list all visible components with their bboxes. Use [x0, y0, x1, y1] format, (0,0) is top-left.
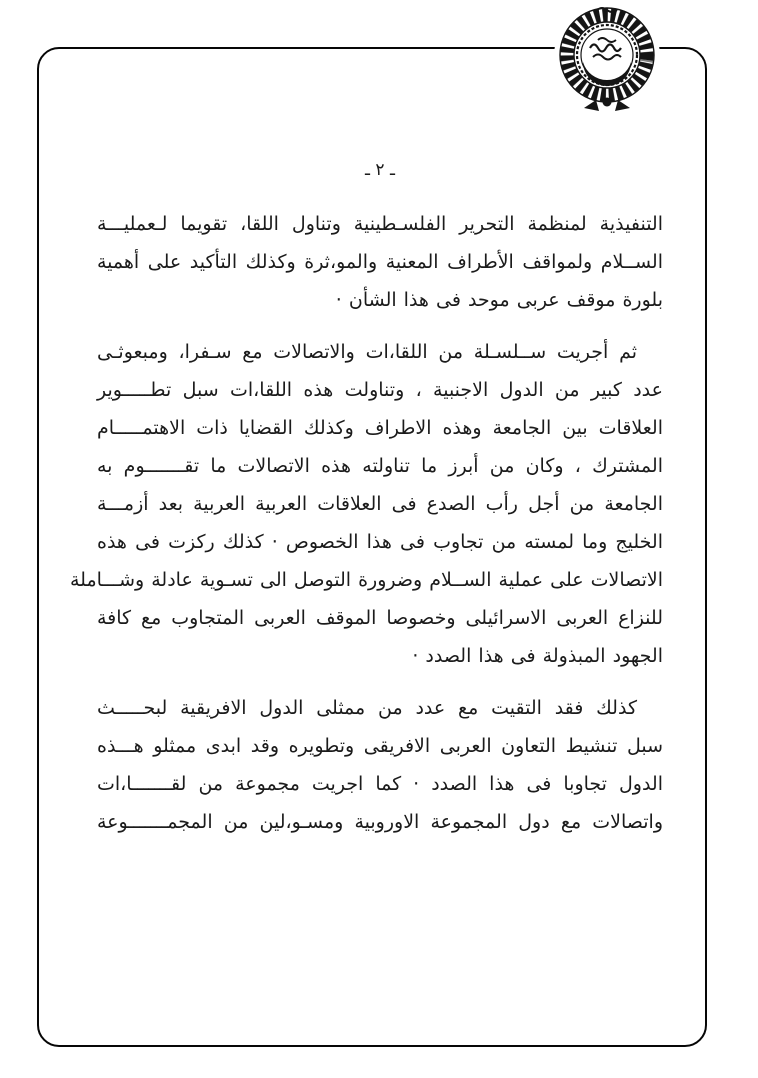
text-line: العلاقات بين الجامعة وهذه الاطراف وكذلك القضايا ذات الاهتمـــــام [97, 417, 663, 439]
text-line: الجامعة من أجل رأب الصدع فى العلاقات العربية العربية بعد أزمـــة [97, 493, 663, 515]
arab-league-emblem-icon [552, 3, 662, 117]
text-line: المشترك ، وكان من أبرز ما تناولته هذه الاتصالات ما تقـــــــوم به [97, 455, 663, 477]
text-line: الســلام ولمواقف الأطراف المعنية والمو،ثرة وكذلك التأكيد على أهمية [97, 251, 663, 273]
paragraph [97, 689, 663, 841]
text-line: الدول تجاوبا فى هذا الصدد · كما اجريت مجموعة من لقـــــــا،ات [97, 773, 663, 795]
text-line: بلورة موقف عربى موحد فى هذا الشأن · [335, 289, 663, 311]
text-line: الاتصالات على عملية الســلام وضرورة التوصل الى تسـوية عادلة وشـــاملة [69, 569, 663, 591]
text-line: ثم أجريت ســلسـلة من اللقا،ات والاتصالات مع سـفرا، ومبعوثـى [97, 341, 637, 363]
paragraph [69, 333, 663, 675]
text-line: واتصالات مع دول المجموعة الاوروبية ومسـو،لين من المجمـــــــوعة [97, 811, 663, 833]
arab-league-emblem-logo [552, 3, 662, 117]
text-line: للنزاع العربى الاسرائيلى وخصوصا الموقف العربى المتجاوب مع كافة [97, 607, 663, 629]
text-line: سبل تنشيط التعاون العربى الافريقى وتطويره وقد ابدى ممثلو هـــذه [97, 735, 663, 757]
text-line: الجهود المبذولة فى هذا الصدد · [412, 645, 663, 667]
text-line: كذلك فقد التقيت مع عدد من ممثلى الدول الافريقية لبحـــــث [97, 697, 637, 719]
paragraph [97, 205, 663, 319]
document-body [69, 205, 663, 855]
text-line: الخليج وما لمسته من تجاوب فى هذا الخصوص · كذلك ركزت فى هذه [97, 531, 663, 553]
text-line: عدد كبير من الدول الاجنبية ، وتناولت هذه اللقا،ات سبل تطـــــوير [97, 379, 663, 401]
text-line: التنفيذية لمنظمة التحرير الفلسـطينية وتناول اللقا، تقويما لـعمليـــة [97, 213, 663, 235]
page-number: ـ ٢ ـ [365, 160, 395, 180]
